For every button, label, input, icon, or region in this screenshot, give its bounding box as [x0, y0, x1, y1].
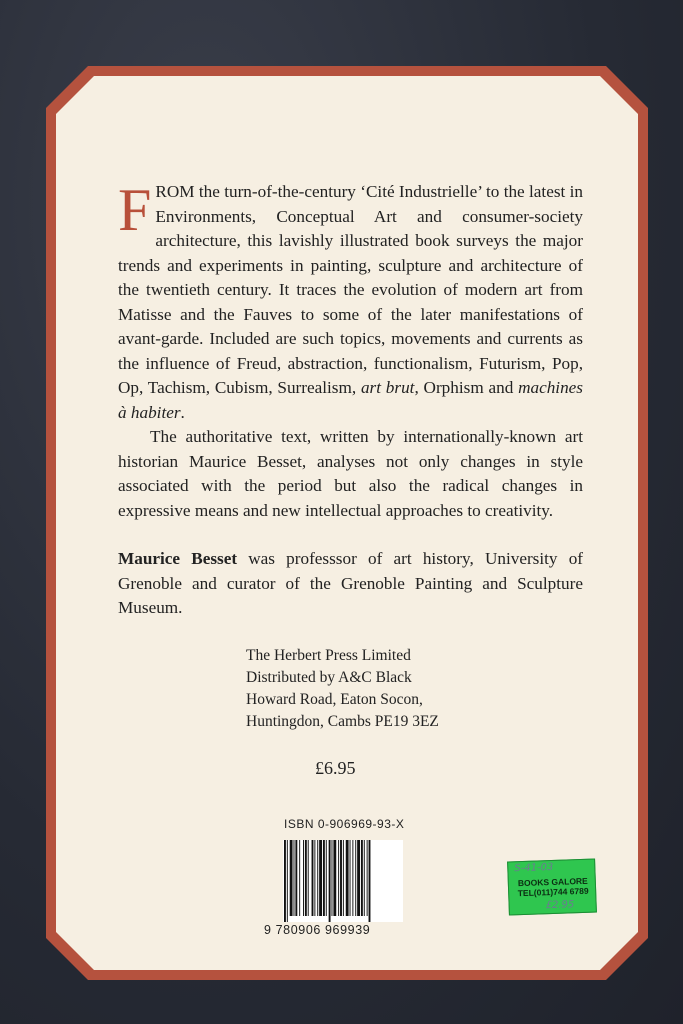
drop-cap: F — [118, 177, 152, 243]
barcode-bar — [319, 840, 322, 916]
barcode-bar — [314, 840, 315, 916]
isbn: ISBN 0-906969-93-X — [284, 817, 405, 831]
barcode-bar — [312, 840, 314, 916]
barcode-bar — [333, 840, 336, 916]
blurb-text — [118, 177, 584, 621]
barcode-digits: 9 780906 969939 — [264, 923, 371, 937]
price-sticker — [507, 858, 597, 915]
blurb-italic-art-brut: art brut — [360, 378, 415, 397]
barcode-bar — [350, 840, 351, 916]
barcode-bar — [284, 840, 286, 922]
sticker-shop-text — [513, 876, 594, 899]
barcode-bar — [299, 840, 300, 916]
blurb-para1-mid: , Orphism and — [414, 378, 519, 397]
author-bio: was professsor of art history, University of Grenoble and curator of the Grenoble Painting and Sculpture Museum. — [118, 549, 584, 617]
barcode-bar — [343, 840, 344, 916]
barcode-bar — [357, 840, 360, 916]
barcode-bars — [283, 840, 403, 922]
sticker-line-2: TEL(011)744 6789 — [517, 885, 589, 899]
sticker-handwriting-bottom: £2.95 — [545, 899, 575, 912]
barcode-bar — [317, 840, 318, 916]
blurb-para1-end: . — [180, 402, 185, 422]
barcode-bar — [294, 840, 295, 916]
publisher-line-2: Distributed by A&C Black — [246, 669, 412, 686]
barcode — [283, 840, 403, 922]
author-paragraph — [118, 547, 583, 621]
barcode-bar — [364, 840, 365, 916]
price: £6.95 — [315, 758, 356, 778]
publisher-line-1: The Herbert Press Limited — [246, 647, 411, 664]
sticker-line-1: BOOKS GALORE — [517, 875, 588, 889]
barcode-bar — [329, 840, 331, 922]
barcode-bar — [290, 840, 293, 916]
barcode-bar — [346, 840, 349, 916]
barcode-bar — [326, 840, 327, 916]
barcode-bar — [308, 840, 309, 916]
blurb-italic-machines: machines à habiter — [118, 378, 583, 422]
blurb-paragraph-2: The authoritative text, written by internationally-known art historian Maurice Besset, analyses not only changes in style associated with the period but also the radical changes in expressive means and new intellectual approaches to creativity. — [118, 427, 583, 520]
author-name: Maurice Besset — [118, 549, 238, 568]
barcode-bar — [361, 840, 363, 916]
publisher-line-4: Huntingdon, Cambs PE19 3EZ — [246, 713, 439, 730]
barcode-bar — [367, 840, 368, 916]
barcode-bar — [355, 840, 356, 916]
barcode-bar — [303, 840, 304, 916]
barcode-bar — [287, 840, 288, 922]
publisher-line-3: Howard Road, Eaton Socon, — [246, 691, 423, 708]
blurb-paragraph-1 — [118, 177, 583, 425]
barcode-bar — [369, 840, 371, 922]
barcode-bar — [340, 840, 342, 916]
sticker-handwriting-top: S-41-03 — [514, 861, 554, 875]
barcode-bar — [338, 840, 339, 916]
barcode-bar — [332, 840, 333, 916]
barcode-bar — [305, 840, 307, 916]
barcode-bar — [295, 840, 297, 916]
blurb-para1-text: ROM the turn-of-the-century ‘Cité Industrielle’ to the latest in Environments, Conceptual Art and consumer-society architecture, this lavishly illustrated book surveys the major trends and experiments in painting, sculpture and architecture of the twentieth century. It traces the evolution of modern art from Matisse and the Fauves to some of the later manifestations of avant-garde. Included are such topics, movements and currents as the influence of Freud, abstraction, functionalism, Futurism, Pop, Op, Tachism, Cubism, Surrealism, — [118, 182, 583, 397]
barcode-bar — [352, 840, 353, 916]
publisher-info — [246, 645, 439, 733]
barcode-bar — [323, 840, 325, 916]
